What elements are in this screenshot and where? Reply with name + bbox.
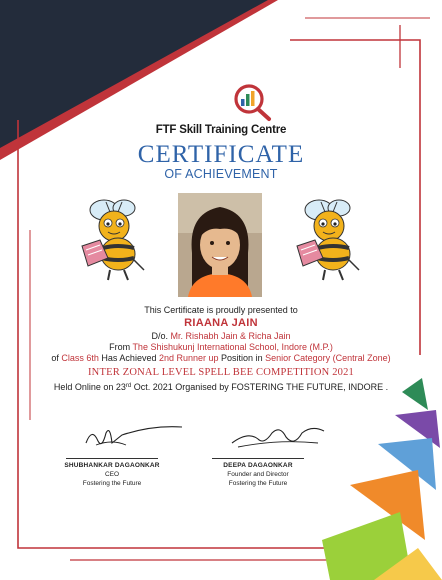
signature-founder bbox=[228, 423, 338, 451]
achievement-line bbox=[0, 353, 442, 363]
parents-line bbox=[0, 331, 442, 341]
signatory-ceo bbox=[37, 461, 187, 488]
signatory-org: Fostering the Future bbox=[228, 480, 288, 487]
reading-bee-icon bbox=[74, 194, 154, 284]
position-text: Position in bbox=[221, 353, 263, 363]
magnifier-logo-icon bbox=[229, 82, 275, 122]
school-prefix: From bbox=[109, 342, 131, 352]
signature-ceo bbox=[82, 423, 192, 451]
class-prefix: of bbox=[51, 353, 59, 363]
reading-bee-icon bbox=[289, 194, 369, 284]
school-name: The Shishukunj International School, Indore (M.P.) bbox=[132, 342, 333, 352]
certificate-title: CERTIFICATE bbox=[137, 141, 305, 168]
certificate-subtitle: OF ACHIEVEMENT bbox=[164, 167, 278, 181]
signatory-name: SHUBHANKAR DAGAONKAR bbox=[64, 462, 160, 469]
school-line bbox=[0, 342, 442, 352]
signatory-org: Fostering the Future bbox=[82, 480, 142, 487]
category-value: Senior Category (Central Zone) bbox=[265, 353, 391, 363]
signature-line bbox=[66, 458, 158, 459]
held-suffix: Oct. 2021 Organised by FOSTERING THE FUTURE, INDORE . bbox=[133, 382, 389, 392]
signatory-title: Founder and Director bbox=[227, 471, 289, 478]
organization-name: FTF Skill Training Centre bbox=[155, 124, 287, 136]
signatory-founder bbox=[183, 461, 333, 488]
signatory-name: DEEPA DAGAONKAR bbox=[223, 462, 293, 469]
signature-line bbox=[212, 458, 304, 459]
parents-names: Mr. Rishabh Jain & Richa Jain bbox=[170, 331, 291, 341]
presented-line: This Certificate is proudly presented to bbox=[144, 305, 298, 315]
parent-prefix: D/o. bbox=[151, 331, 168, 341]
held-superscript: rd bbox=[125, 383, 132, 389]
signatory-title: CEO bbox=[104, 471, 120, 478]
achieved-text: Has Achieved bbox=[101, 353, 157, 363]
class-name: Class 6th bbox=[61, 353, 99, 363]
position-value: 2nd Runner up bbox=[158, 353, 219, 363]
recipient-name: RIAANA JAIN bbox=[184, 317, 258, 329]
held-prefix: Held Online on 23 bbox=[53, 382, 126, 392]
competition-name: INTER ZONAL LEVEL SPELL BEE COMPETITION 2021 bbox=[87, 367, 355, 378]
held-line bbox=[0, 382, 442, 392]
recipient-photo bbox=[178, 193, 262, 297]
